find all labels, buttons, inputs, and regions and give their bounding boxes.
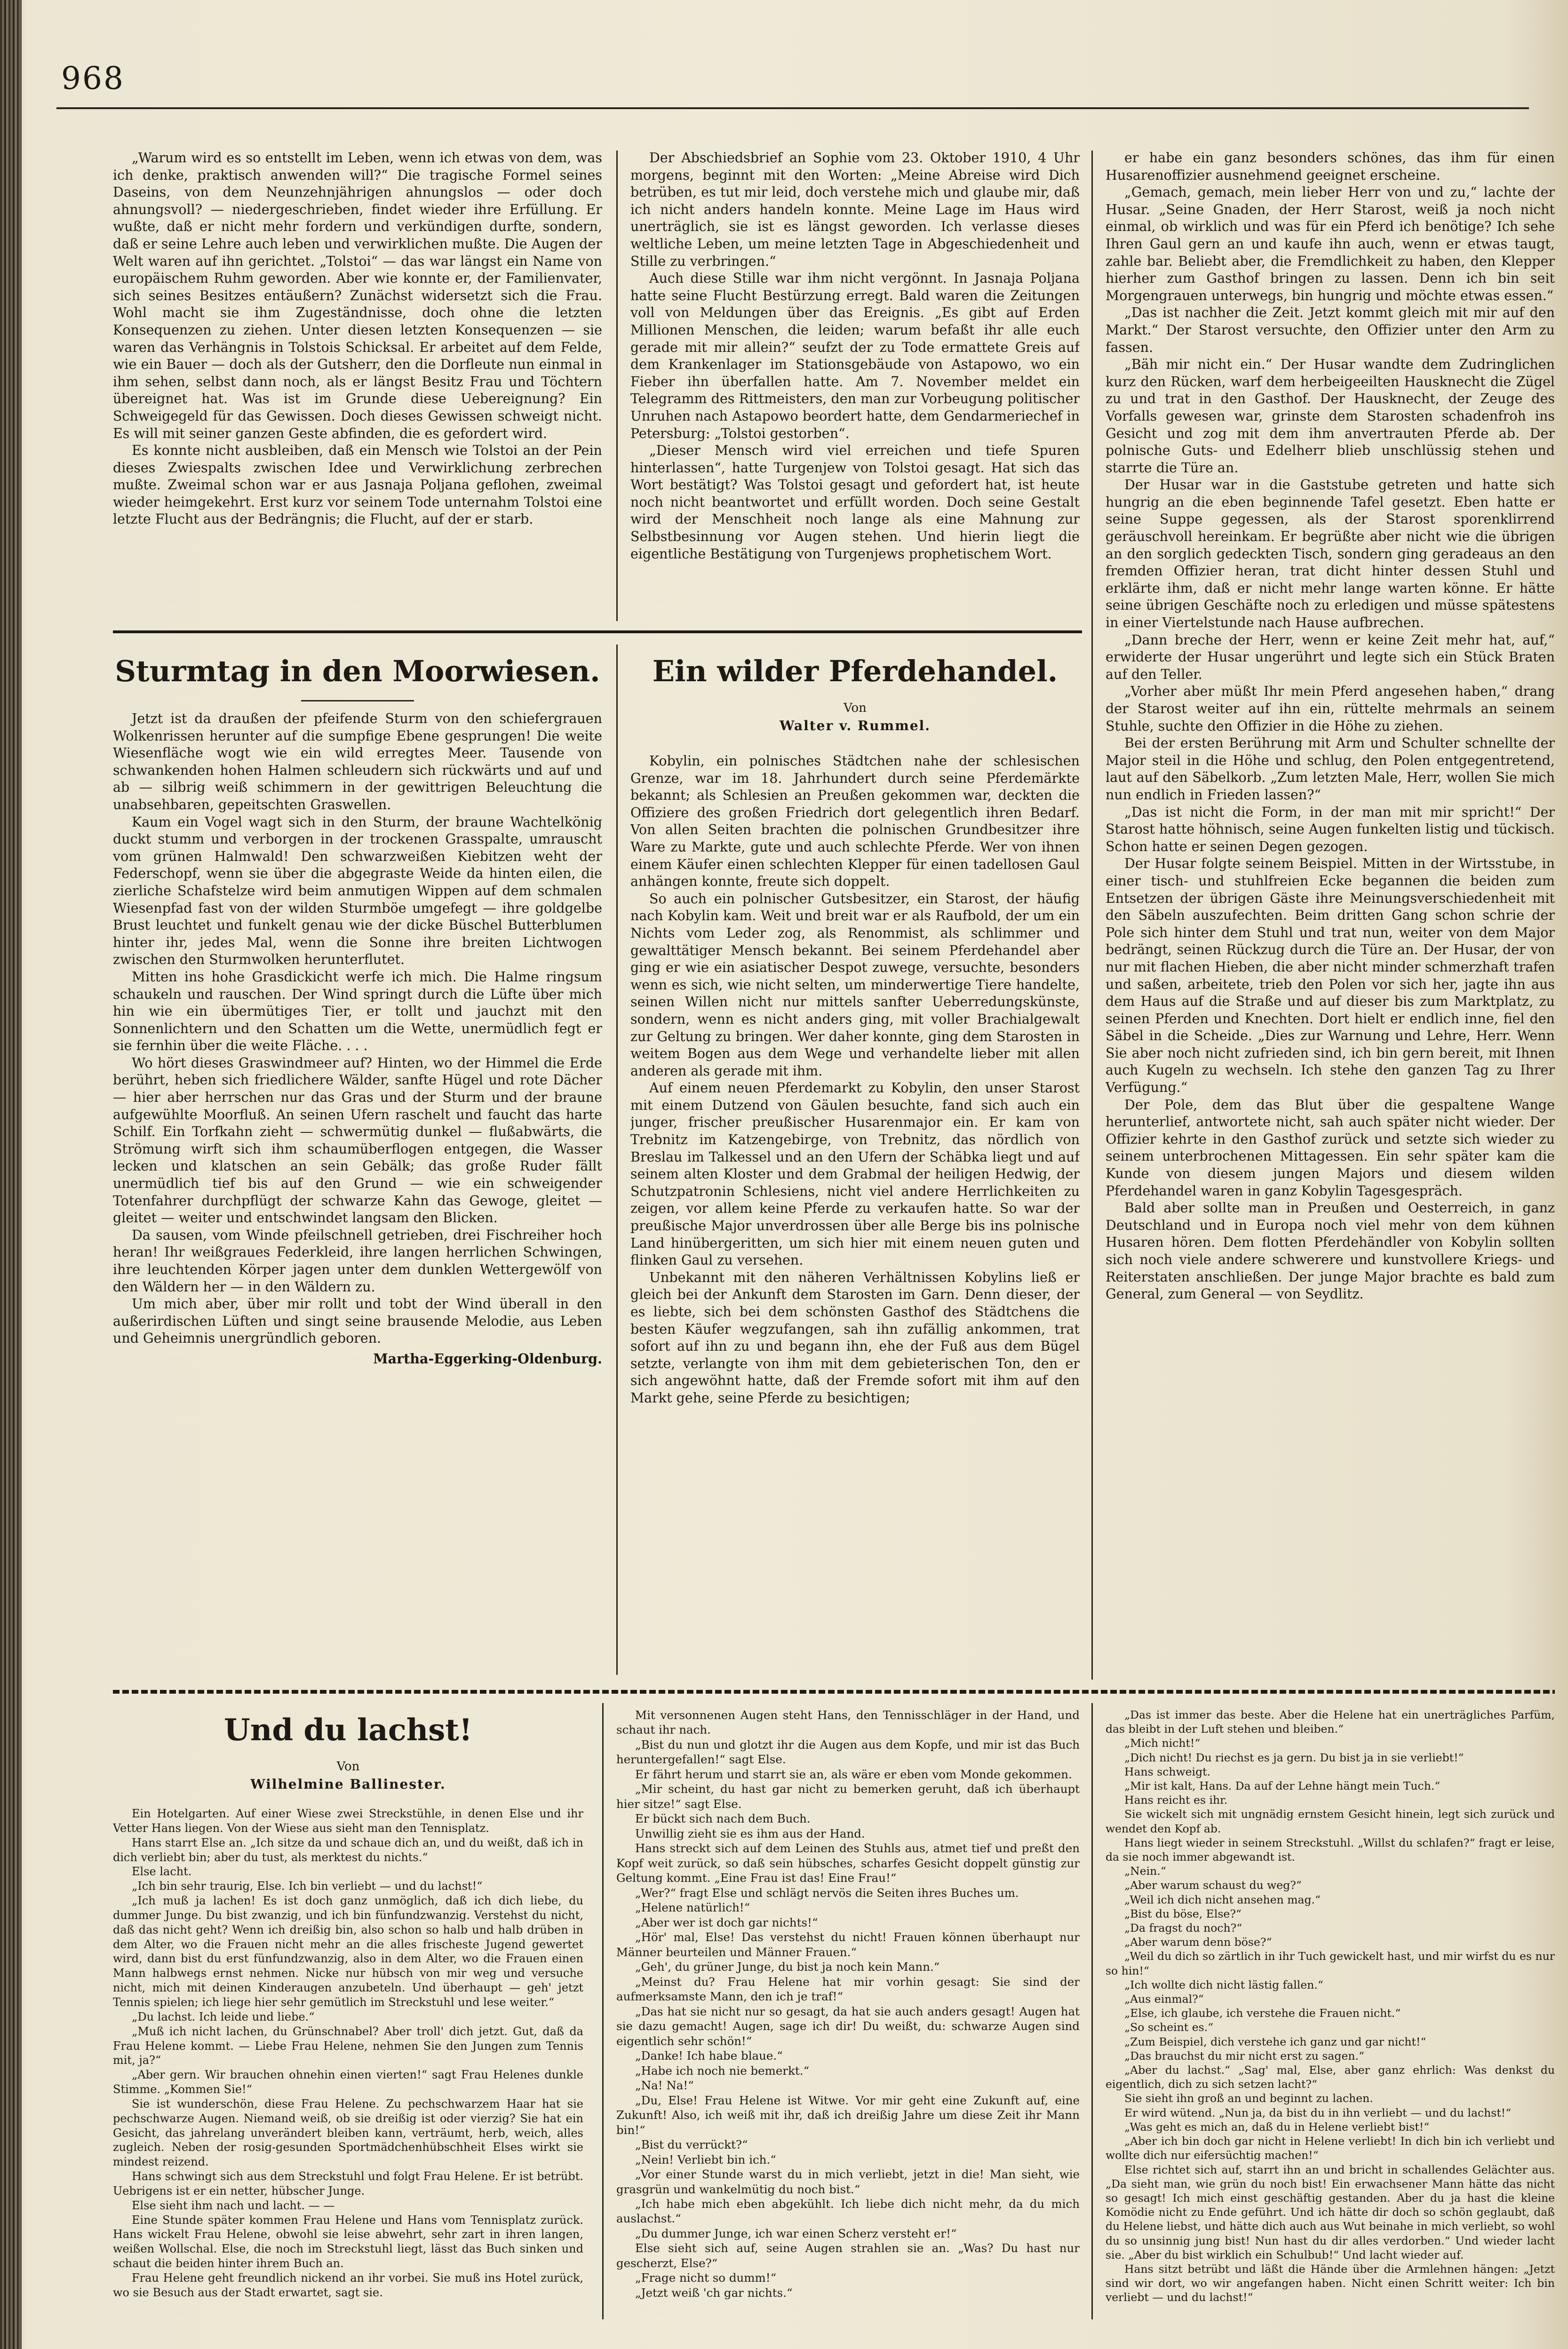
byline-author: Wilhelmine Ballinester. [250,1776,446,1792]
paragraph: „Bist du verrückt?“ [635,2138,748,2152]
paragraph: „Ich wollte dich nicht lästig fallen.“ [1124,1978,1323,1991]
paragraph: Er fährt herum und starrt sie an, als wäre er eben vom Monde gekommen. [635,1767,1072,1781]
tolstoi-column-left [113,150,602,620]
paragraph: Else sieht ihm nach und lacht. — — [132,2198,335,2212]
byline-von: Von [336,1760,360,1774]
paragraph: Bald aber sollte man in Preußen und Oesterreich, in ganz Deutschland und in Europa noch viel mehr von dem kühnen Husaren hören. Dem flotten Pferdehändler von Kobylin sollten sich noch viele andere schwerere und kunstvollere Kriegs- und Reiterstaten anschließen. Der junge Major brachte es bald zum General, zum General — von Seydlitz. [1106,1200,1555,1302]
book-binding [0,0,22,2349]
paragraph: „Muß ich nicht lachen, du Grünschnabel? Aber troll' dich jetzt. Gut, daß da Frau Helene kommt. — Liebe Frau Helene, nehmen Sie den Jungen zum Tennis mit, ja?“ [113,2024,583,2067]
paragraph: „Bist du böse, Else?“ [1124,1907,1242,1920]
paragraph: „Nein! Verliebt bin ich.“ [635,2152,776,2166]
paragraph: Der Pole, dem das Blut über die gespaltene Wange herunterlief, antwortete nicht, sah auch später nicht wieder. Der Offizier kehrte in den Gasthof zurück und setzte sich wieder zu seinem unterbrochenen Mittagessen. Ein sehr später kam die Kunde von diesem jungen Majors und diesem wilden Pferdehandel waren in ganz Kobylin Tagesgespräch. [1106,1097,1555,1199]
pferdehandel-byline [630,701,1080,733]
paragraph: „Wer?“ fragt Else und schlägt nervös die Seiten ihres Buches um. [635,1886,1019,1900]
paragraph: „Mich nicht!“ [1124,1736,1201,1750]
paragraph: „Das brauchst du mir nicht erst zu sagen.“ [1124,2049,1365,2062]
paragraph: Er bückt sich nach dem Buch. [635,1812,811,1826]
paragraph: Hans schwingt sich aus dem Streckstuhl und folgt Frau Helene. Er ist betrübt. Uebrigens ist er ein netter, hübscher Junge. [113,2170,583,2198]
paragraph: Kaum ein Vogel wagt sich in den Sturm, der braune Wachtelkönig duckt stumm und verborgen in der trockenen Grasspalte, umrauscht vom grünen Halmwald! Den schwarzweißen Kiebitzen weht der Federschopf, wenn sie über die abgegraste Weide da hinten eilen, die zierliche Schafstelze wird beim anmutigen Wippen auf dem schmalen Wiesenpfad fast von der wilden Sturmböe umgefegt — ihre goldgelbe Brust leuchtet und funkelt genau wie der dicke Büschel Butterblumen hinter ihr, jedes Mal, wenn die Sonne ihre breiten Lichtwogen zwischen den Sturmwolken herunterflutet. [113,814,602,968]
paragraph: Hans schweigt. [1124,1765,1211,1778]
paragraph: Der Husar folgte seinem Beispiel. Mitten in der Wirtsstube, in einer tisch- und stuhlfreien Ecke begannen die beiden zum Entsetzen der übrigen Gäste ihre Meinungsverschiedenheit mit den Säbeln auszufechten. Beim dritten Gang schon schrie der Pole sich hinter dem Stuhl und trat nun, weiter von dem Major bedrängt, seinen Rückzug durch die Türe an. Der Husar, der von nur mit flachen Hieben, die aber nicht minder schmerzhaft trafen und saßen, arbeitete, trieb den Polen vor sich her, jagte ihn aus dem Haus auf die Straße und auf dieser bis zum Marktplatz, zu seinen Pferden und Knechten. Dort hielt er endlich inne, fiel den Säbel in die Scheide. „Dies zur Warnung und Lehre, Herr. Wenn Sie aber noch nicht zufrieden sind, ich bin gern bereit, mit Ihnen auch Kugeln zu wechseln. Ich stehe den ganzen Tag zu Ihrer Verfügung.“ [1106,856,1555,1096]
tolstoi-column-middle [630,150,1080,620]
paragraph: Unbekannt mit den näheren Verhältnissen Kobylins ließ er gleich bei der Ankunft dem Starosten im Garn. Denn dieser, der es liebte, sich bei dem schönsten Gasthof des Städtchens die besten Käufer wegzufangen, sah ihn zufällig ankommen, trat sofort auf ihn zu und begann ihn, ehe der Fuß aus dem Bügel setzte, verlangte von ihm mit dem gebieterischen Ton, den er sich angewöhnt hatte, daß der Fremde sofort mit ihm auf den Markt gehe, seine Pferde zu besichtigen; [630,1269,1080,1406]
dashed-section-rule [113,1690,1555,1694]
paragraph: Hans reicht es ihr. [1124,1793,1228,1807]
pferdehandel-text [630,753,1080,1675]
paragraph: „Meinst du? Frau Helene hat mir vorhin gesagt: Sie sind der aufmerksamste Mann, den ich je traf!“ [616,1975,1080,2004]
paragraph: „Du lachst. Ich leide und liebe.“ [132,2010,315,2023]
paragraph: Es konnte nicht ausbleiben, daß ein Mensch wie Tolstoi an der Pein dieses Zwiespalts zwischen Idee und Verwirklichung zerbrechen mußte. Zweimal schon war er aus Jasnaja Poljana geflohen, zweimal wieder heimgekehrt. Erst kurz vor seinem Tode unternahm Tolstoi eine letzte Flucht aus der Bedrängnis; die Flucht, auf der er starb. [113,443,602,527]
paragraph: „Aber gern. Wir brauchen ohnehin einen vierten!“ sagt Frau Helenes dunkle Stimme. „Kommen Sie!“ [113,2068,583,2096]
paragraph: „Aber du lachst.“ „Sag' mal, Else, aber ganz ehrlich: Was denkst du eigentlich, dich zu sich setzen lacht?“ [1106,2063,1555,2091]
paragraph: Auch diese Stille war ihm nicht vergönnt. In Jasnaja Poljana hatte seine Flucht Bestürzung erregt. Bald waren die Zeitungen voll von Meldungen über das Ereignis. „Es gibt auf Erden Millionen Menschen, die leiden; warum befaßt ihr alle euch gerade mit mir allein?“ seufzt der zu Tode ermattete Greis auf dem Krankenlager im Stationsgebäude von Astapowo, wo ein Fieber ihn überfallen hatte. Am 7. November meldet ein Telegramm des Rittmeisters, den man zur Vorbeugung politischer Unruhen nach Astapowo beordert hatte, dem Gendarmeriechef in Petersburg: „Tolstoi gestorben“. [630,271,1080,441]
headline-rule [301,700,414,701]
paragraph: „Dich nicht! Du riechst es ja gern. Du bist ja in sie verliebt!“ [1124,1751,1464,1764]
paragraph: Hans streckt sich auf dem Leinen des Stuhls aus, atmet tief und preßt den Kopf weit zurück, so daß sein hübsches, scharfes Gesicht doppelt günstig zur Geltung kommt. „Eine Frau ist das! Eine Frau!“ [616,1841,1080,1885]
paragraph: Um mich aber, über mir rollt und tobt der Wind überall in den außerirdischen Lüften und singt seine brausende Melodie, aus Leben und Geheimnis unergründlich geboren. [113,1296,602,1346]
paragraph: „Ich habe mich eben abgekühlt. Ich liebe dich nicht mehr, da du mich auslachst.“ [616,2197,1080,2226]
paragraph: Hans liegt wieder in seinem Streckstuhl. „Willst du schlafen?“ fragt er leise, da sie noch immer abgewandt ist. [1106,1836,1555,1864]
paragraph: Bei der ersten Berührung mit Arm und Schulter schnellte der Major steil in die Höhe und schlug, den Polen entgegentretend, laut auf den Säbelkorb. „Zum letzten Male, Herr, wollen Sie mich nun endlich in Frieden lassen?“ [1106,735,1555,803]
column-divider [1091,151,1093,1680]
paragraph: „Das ist nachher die Zeit. Jetzt kommt gleich mit mir auf den Markt.“ Der Starost versuchte, den Offizier unter den Arm zu fassen. [1106,305,1555,355]
paragraph: er habe ein ganz besonders schönes, das ihm für einen Husarenoffizier ausnehmend geeignet erscheine. [1106,150,1555,183]
paragraph: Eine Stunde später kommen Frau Helene und Hans vom Tennisplatz zurück. Hans wickelt Frau Helene, obwohl sie leise abwehrt, sehr zart in ihren langen, weißen Wollschal. Else, die noch im Streckstuhl liegt, lässt das Buch sinken und schaut die beiden hinter ihrem Buch an. [113,2213,583,2270]
sturmtag-headline: Sturmtag in den Moorwiesen. [115,654,600,688]
paragraph: „Jetzt weiß 'ch gar nichts.“ [635,2285,793,2300]
paragraph: Sie sieht ihn groß an und beginnt zu lachen. [1124,2092,1373,2105]
paragraph: Mit versonnenen Augen steht Hans, den Tennisschläger in der Hand, und schaut ihr nach. [616,1708,1080,1737]
paragraph: „Was geht es mich an, daß du in Helene verliebt bist!“ [1124,2120,1430,2134]
paragraph: „Gemach, gemach, mein lieber Herr von und zu,“ lachte der Husar. „Seine Gnaden, der Herr Starost, weiß ja noch nicht einmal, ob wirklich und was für ein Pferd ich benötige? Ich sehe Ihren Gaul gern an und kaufe ihn auch, wenn er etwas taugt, zahle bar. Beliebt aber, die Fremdlichkeit zu haben, den Klepper hierher zum Gasthof bringen zu lassen. Denn ich bin seit Morgengrauen unterwegs, bin hungrig und möchte etwas essen.“ [1106,184,1555,303]
paragraph: So auch ein polnischer Gutsbesitzer, ein Starost, der häufig nach Kobylin kam. Weit und breit war er als Raufbold, der um ein Nichts vom Leder zog, als Renommist, als schlimmer und gewalttätiger Mensch bekannt. Bei seinem Pferdehandel aber ging er wie ein asiatischer Despot zuwege, versuchte, besonders wenn es sich, wie nicht selten, um minderwertige Tiere handelte, seinen Willen nicht nur mittels sanfter Ueberredungskünste, sondern, wenn es nicht anders ging, mit voller Brachialgewalt zur Geltung zu bringen. Wer daher konnte, ging dem Starosten in weitem Bogen aus dem Wege und verhandelte lieber mit allen anderen als gerade mit ihm. [630,891,1080,1079]
paragraph: Unwillig zieht sie es ihm aus der Hand. [635,1826,865,1840]
paragraph: „Warum wird es so entstellt im Leben, wenn ich etwas von dem, was ich denke, praktisch anwenden will?“ Die tragische Formel seines Daseins, von dem Neunzehnjährigen ahnungslos — oder doch ahnungsvoll? — niedergeschrieben, findet wieder ihre Erfüllung. Er wußte, daß er nicht mehr fordern und verkündigen durfte, sondern, daß er seine Lehre auch leben und verwirklichen mußte. Die Augen der Welt waren auf ihn gerichtet. „Tolstoi“ — das war längst ein Name von europäischem Ruhm geworden. Aber wie konnte er, der Familienvater, sich seines Besitzes entäußern? Zunächst widersetzt sich die Frau. Wohl macht sie ihm Zugeständnisse, doch ohne die letzten Konsequenzen zu ziehen. Unter diesen letzten Konsequenzen — sie waren das Verhängnis in Tolstois Schicksal. Er arbeitet auf dem Felde, wie ein Bauer — doch als der Gutsherr, den die Dorfleute nun einmal in ihm sehen, selbst dann noch, als er längst Besitz Frau und Töchtern übereignet hat. Was ist im Grunde diese Uebereignung? Ein Schweigegeld für das Gewissen. Doch dieses Gewissen schweigt nicht. Es will mit seiner ganzen Geste abfinden, die es gefordert wird. [113,150,602,441]
lachst-column-2 [616,1708,1080,2315]
paragraph: „Habe ich noch nie bemerkt.“ [635,2063,810,2078]
paragraph: Er wird wütend. „Nun ja, da bist du in ihn verliebt — und du lachst!“ [1124,2106,1512,2119]
paragraph: „Ich muß ja lachen! Es ist doch ganz unmöglich, daß ich dich liebe, du dummer Junge. Du bist zwanzig, und ich bin fünfundzwanzig. Verstehst du nicht, daß das nicht geht? Wenn ich dreißig bin, also schon so halb und halb drüben in dem Alter, wo die Frauen nicht mehr an die alles frischeste Jugend gewertet wird, dann bist du erst fünfundzwanzig, also in dem Alter, wo die Frauen einen Mann halbwegs ernst nehmen. Nicke nur hübsch von mir weg und versuche nicht, mich mit deinen Kinderaugen anzubeteln. Und überhaupt — geh' jetzt Tennis spielen; ich liege hier sehr gemütlich im Streckstuhl und lese weiter.“ [113,1894,583,2009]
paragraph: Else lacht. [132,1865,192,1879]
column-divider [616,151,618,621]
paragraph: „Vor einer Stunde warst du in mich verliebt, jetzt in die! Man sieht, wie grasgrün und wankelmütig du noch bist.“ [616,2167,1080,2196]
top-rule [56,107,1529,109]
sturmtag-author: Martha-Eggerking-Oldenburg. [373,1350,602,1367]
column-divider [602,1703,604,2319]
paragraph: Else sieht sich auf, seine Augen strahlen sie an. „Was? Du hast nur gescherzt, Else?“ [616,2241,1080,2270]
paragraph: Der Husar war in die Gaststube getreten und hatte sich hungrig an die eben beginnende Tafel gesetzt. Eben hatte er seine Suppe gegessen, als der Starost sporenklirrend geräuschvoll hereinkam. Er begrüßte aber nicht wie die übrigen an den sorglich gedeckten Tisch, sondern ging geradeaus an den fremden Offizier heran, trat dicht hinter dessen Stuhl und erklärte ihm, daß er nicht mehr lange warten könne. Er hätte seine übrigen Geschäfte noch zu erledigen und müsse spätestens in einer Viertelstunde nach Hause aufbrechen. [1106,477,1555,631]
paragraph: „Geh', du grüner Junge, du bist ja noch kein Mann.“ [635,1960,940,1974]
paragraph: „Zum Beispiel, dich verstehe ich ganz und gar nicht!“ [1124,2035,1426,2048]
paragraph: „Aus einmal?“ [1124,1992,1204,2006]
paragraph: Der Abschiedsbrief an Sophie vom 23. Oktober 1910, 4 Uhr morgens, beginnt mit den Worten: „Meine Abreise wird Dich betrüben, es tut mir leid, doch verstehe mich und glaube mir, daß ich nicht anders handeln konnte. Meine Lage im Haus wird unerträglich, sie ist es längst geworden. Ich verlasse dieses weltliche Leben, um meine letzten Tage in Abgeschiedenheit und Stille zu verbringen.“ [630,150,1080,269]
paragraph: Hans sitzt betrübt und läßt die Hände über die Armlehnen hängen: „Jetzt sind wir dort, wo wir angefangen haben. Nicht einen Schritt weiter: Ich bin verliebt — und du lachst!“ [1106,2262,1555,2304]
paragraph: Sie wickelt sich mit ungnädig ernstem Gesicht hinein, legt sich zurück und wendet den Kopf ab. [1106,1808,1555,1835]
paragraph: „Hör' mal, Else! Das verstehst du nicht! Frauen können überhaupt nur Männer beurteilen und Männer Frauen.“ [616,1930,1080,1959]
paragraph: „Du, Else! Frau Helene ist Witwe. Vor mir geht eine Zukunft auf, eine Zukunft! Also, ich weiß mit ihr, daß ich dreißig Jahre um diese Zeit ihr Mann bin!“ [616,2093,1080,2137]
paragraph: „Mir scheint, du hast gar nicht zu bemerken geruht, daß ich überhaupt hier sitze!“ sagt Else. [616,1782,1080,1811]
paragraph: „Nein.“ [1124,1864,1166,1878]
paragraph: „Na! Na!“ [635,2078,694,2093]
paragraph: „Helene natürlich!“ [635,1901,750,1915]
section-rule [113,630,1082,633]
page-number: 968 [61,60,125,96]
pferdehandel-column-right [1106,150,1555,1688]
paragraph: „Du dummer Junge, ich war einen Scherz versteht er!“ [635,2226,957,2240]
paragraph: „Weil ich dich nicht ansehen mag.“ [1124,1893,1321,1906]
lachst-headline: Und du lachst! [224,1712,472,1748]
paragraph: „Aber warum schaust du weg?“ [1124,1879,1302,1892]
paragraph: „Frage nicht so dumm!“ [635,2271,777,2285]
paragraph: „Vorher aber müßt Ihr mein Pferd angesehen haben,“ drang der Starost weiter auf ihn ein, rüttelte mehrmals an seinem Stuhle, suchte den Offizier in die Höhe zu ziehen. [1106,684,1555,734]
paragraph: „Danke! Ich habe blaue.“ [635,2049,783,2063]
paragraph: „Bist du nun und glotzt ihr die Augen aus dem Kopfe, und mir ist das Buch heruntergefallen!“ sagt Else. [616,1737,1080,1767]
paragraph: „Aber wer ist doch gar nichts!“ [635,1915,818,1929]
paragraph: „Das ist nicht die Form, in der man mit mir spricht!“ Der Starost hatte höhnisch, seine Augen funkelten listig und tückisch. Schon hatte er seinen Degen gezogen. [1106,804,1555,854]
paragraph: „Das hat sie nicht nur so gesagt, da hat sie auch anders gesagt! Augen hat sie dazu gemacht! Augen, sage ich dir! Du weißt, du: schwarze Augen sind eigentlich sehr schön!“ [616,2004,1080,2048]
paragraph: „Ich bin sehr traurig, Else. Ich bin verliebt — und du lachst!“ [132,1879,483,1893]
byline-author: Walter v. Rummel. [779,718,931,733]
paragraph: Sie ist wunderschön, diese Frau Helene. Zu pechschwarzem Haar hat sie pechschwarze Augen. Niemand weiß, ob sie dreißig ist oder vierzig? Sie hat ein Gesicht, das jahrelang unverändert bleiben kann, verträumt, herb, weich, alles zugleich. Neben der rosig-gesunden Sportmädchenhübschheit Elses wirkt sie mindest reizend. [113,2097,583,2169]
lachst-byline [113,1760,583,1792]
lachst-column-1 [113,1807,583,2315]
paragraph: Jetzt ist da draußen der pfeifende Sturm von den schiefergrauen Wolkenrissen herunter auf die sumpfige Ebene gesprungen! Die weite Wiesenfläche wogt wie ein wild erregtes Meer. Tausende von schwankenden hohen Halmen schleudern sich rückwärts und auf und ab — silbrig weiß schimmern in der gewittrigen Beleuchtung die unabsehbaren, gepeitschten Graswellen. [113,711,602,812]
paragraph: Frau Helene geht freundlich nickend an ihr vorbei. Sie muß ins Hotel zurück, wo sie Besuch aus der Stadt erwartet, sagt sie. [113,2271,583,2299]
paragraph: Else richtet sich auf, starrt ihn an und bricht in schallendes Gelächter aus. „Da sieht man, wie grün du noch bist! Ein erwachsener Mann hätte das nicht so gesagt! Ich mich einst geschäftig gestanden. Aber du ja hast die kleine Komödie nicht zu Ende geführt. Und ich hätte dir doch so schön geglaubt, daß du Helene liebst, und hätte dich auch aus Wut beinahe in mich verliebt, so wohl du so unsinnig jung bist! Nun hast du dir alles verdorben.“ Und wieder lacht sie. „Aber du bist wirklich ein Schulbub!“ Und lacht wieder auf. [1106,2163,1555,2261]
column-divider [1091,1703,1093,2319]
sturmtag-text [113,710,602,1670]
paragraph: „Da fragst du noch?“ [1124,1921,1242,1935]
paragraph: Da sausen, vom Winde pfeilschnell getrieben, drei Fischreiher hoch heran! Ihr weißgraues Federkleid, ihre langen herrlichen Schwingen, ihre leuchtenden Körper jagen unter dem dunklen Wettergewölf von den Wäldern her — in den Wäldern zu. [113,1227,602,1295]
paragraph: „So scheint es.“ [1124,2021,1214,2034]
paragraph: „Aber ich bin doch gar nicht in Helene verliebt! In dich bin ich verliebt und wollte dich nur eifersüchtig machen!“ [1106,2134,1555,2162]
paragraph: Mitten ins hohe Grasdickicht werfe ich mich. Die Halme ringsum schaukeln und rauschen. Der Wind springt durch die Lüfte über mich hin wie ein übermütiges Tier, er tollt und jauchzt mit den Sonnenlichtern und den Schatten um die Wette, unermüdlich fegt er sie fernhin über die weite Fläche. . . . [113,969,602,1054]
lachst-column-3 [1106,1708,1555,2315]
paragraph: „Else, ich glaube, ich verstehe die Frauen nicht.“ [1124,2007,1401,2020]
paragraph: Auf einem neuen Pferdemarkt zu Kobylin, den unser Starost mit einem Dutzend von Gäulen besuchte, fand sich auch ein junger, frischer preußischer Husarenmajor ein. Er kam von Trebnitz im Katzengebirge, von Trebnitz, das nördlich von Breslau im Talkessel und an den Ufern der Schäbka liegt und auf seinem alten Kloster und dem Grabmal der heiligen Hedwig, der Schutzpatronin Schlesiens, nicht viel andere Herrlichkeiten zu zeigen, vor allem keine Pferde zu verkaufen hatte. So war der preußische Major unverdrossen über alle Berge bis ins polnische Land hinübergeritten, um sich hier mit einem neuen guten und flinken Gaul zu versehen. [630,1080,1080,1268]
paragraph: Kobylin, ein polnisches Städtchen nahe der schlesischen Grenze, war im 18. Jahrhundert durch seine Pferdemärkte bekannt; als Schlesien an Preußen gekommen war, deckten die Offiziere des großen Friedrich dort gelegentlich ihren Bedarf. Von allen Seiten brachten die polnischen Grundbesitzer ihre Ware zu Markte, gute und auch schlechte Pferde. Wer von ihnen einem Käufer einen schlechten Klepper für einen tadellosen Gaul anhängen konnte, freute sich doppelt. [630,753,1080,890]
paragraph: „Aber warum denn böse?“ [1124,1935,1272,1949]
column-divider [616,645,618,1675]
paragraph: „Dann breche der Herr, wenn er keine Zeit mehr hat, auf,“ erwiderte der Husar ungerührt und legte sich ein Stück Braten auf den Teller. [1106,632,1555,682]
paragraph: „Dieser Mensch wird viel erreichen und tiefe Spuren hinterlassen“, hatte Turgenjew von Tolstoi gesagt. Hat sich das Wort bestätigt? Was Tolstoi gesagt und gefordert hat, ist heute noch nicht beantwortet und erfüllt worden. Doch seine Gestalt wird der Menschheit noch lange als eine Mahnung zur Selbstbesinnung vor Augen stehen. Und hierin liegt die eigentliche Bestätigung von Turgenjews prophetischem Wort. [630,443,1080,562]
byline-von: Von [844,701,867,715]
paragraph: Hans starrt Else an. „Ich sitze da und schaue dich an, und du weißt, daß ich in dich verliebt bin; aber du tust, als merktest du nichts.“ [113,1836,583,1864]
pferdehandel-headline: Ein wilder Pferdehandel. [652,654,1058,688]
paragraph: Wo hört dieses Graswindmeer auf? Hinten, wo der Himmel die Erde berührt, heben sich friedlichere Wälder, sanfte Hügel und rote Dächer — hier aber herrschen nur das Gras und der Sturm und der braune aufgewühlte Moorfluß. An seinen Ufern raschelt und faucht das harte Schilf. Ein Torfkahn zieht — schwermütig dunkel — flußabwärts, die Strömung wirft sich ihm schaumüberflogen entgegen, die Wasser lecken und klatschen an sein Gebälk; das große Ruder fällt unermüdlich tief bis auf den Grund — wie ein schweigender Totenfahrer durchpflügt der schwarze Kahn das Gewoge, gleitet — gleitet — weiter und entschwindet langsam den Blicken. [113,1055,602,1226]
paragraph: „Weil du dich so zärtlich in ihr Tuch gewickelt hast, und mir wirfst du es nur so hin!“ [1106,1950,1555,1977]
paragraph: „Das ist immer das beste. Aber die Helene hat ein unerträgliches Parfüm, das bleibt in der Luft stehen und bleiben.“ [1106,1708,1555,1736]
paragraph: „Bäh mir nicht ein.“ Der Husar wandte dem Zudringlichen kurz den Rücken, warf dem herbeigeeilten Hausknecht die Zügel zu und trat in den Gasthof. Der Hausknecht, der Zeuge des Vorfalls gewesen war, grinste dem Starosten schadenfroh ins Gesicht und zog mit dem ihm anvertrauten Pferde ab. Der polnische Guts- und Edelherr blieb unschlüssig stehen und starrte die Türe an. [1106,357,1555,476]
paragraph: Ein Hotelgarten. Auf einer Wiese zwei Streckstühle, in denen Else und ihr Vetter Hans liegen. Von der Wiese aus sieht man den Tennisplatz. [113,1807,583,1835]
paragraph: „Mir ist kalt, Hans. Da auf der Lehne hängt mein Tuch.“ [1124,1779,1441,1793]
